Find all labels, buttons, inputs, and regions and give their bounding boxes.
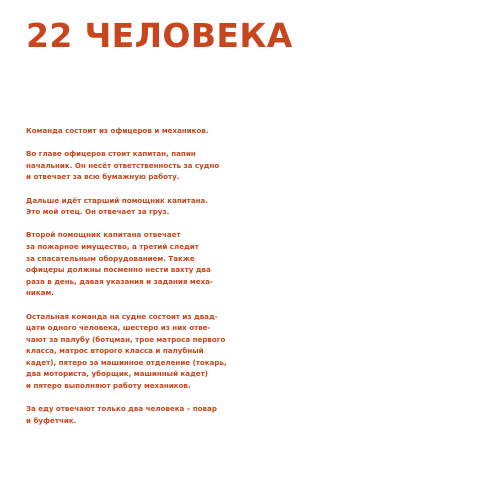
text-line: Во главе офицеров стоит капитан, папин [26, 149, 196, 159]
text-line: Второй помощник капитана отвечает [26, 230, 181, 240]
paragraph [26, 148, 276, 183]
text-line: офицеры должны посменно нести вахту два [26, 265, 211, 275]
text-line: и отвечает за всю бумажную работу. [26, 172, 180, 182]
body-text [26, 125, 276, 438]
text-line: за пожарное имущество, а третий следит [26, 241, 199, 251]
text-line: два моториста, уборщик, машинный кадет) [26, 369, 209, 379]
text-line: Остальная команда на судне состоит из двад- [26, 311, 218, 321]
paragraph [26, 229, 276, 299]
text-line: цати одного человека, шестеро из них отве- [26, 323, 211, 333]
paragraph [26, 125, 276, 137]
text-line: кадет), пятеро за машинное отделение (токарь, [26, 357, 227, 367]
text-line: никам. [26, 288, 54, 298]
text-line: и буфетчик. [26, 415, 77, 425]
text-line: За еду отвечают только два человека – повар [26, 404, 217, 414]
text-line: чают за палубу (ботцман, трое матроса первого [26, 334, 226, 344]
paragraph [26, 403, 276, 426]
text-line: начальник. Он несёт ответственность за судно [26, 160, 220, 170]
text-line: Команда состоит из офицеров и механиков. [26, 126, 209, 135]
text-line: Дальше идёт старший помощник капитана. [26, 195, 209, 205]
text-line: класса, матрос второго класса и палубный [26, 346, 204, 356]
paragraph [26, 311, 276, 392]
paragraph [26, 195, 276, 218]
text-line: и пятеро выполняют работу механиков. [26, 381, 191, 391]
text-line: за спасательным оборудованием. Также [26, 253, 195, 263]
text-line: раза в день, давая указания и задания меха- [26, 276, 213, 286]
text-line: Это мой отец. Он отвечает за груз. [26, 207, 170, 217]
page-title: 22 ЧЕЛОВЕКА [26, 16, 293, 55]
